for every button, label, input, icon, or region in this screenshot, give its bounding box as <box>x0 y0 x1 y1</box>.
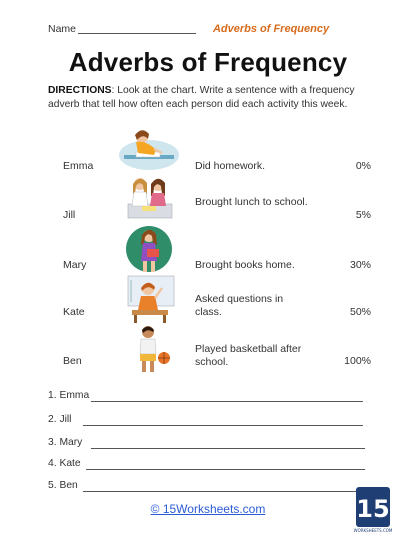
chart-percent-jill: 5% <box>355 209 371 221</box>
directions-label: DIRECTIONS <box>48 85 112 96</box>
footer <box>0 502 416 516</box>
chart-activity-ben: Played basketball after school. <box>195 343 302 368</box>
directions <box>48 84 378 112</box>
chart-percent-emma: 0% <box>355 160 371 172</box>
chart-activity-kate: Asked questions in class. <box>195 293 284 318</box>
answer-line-2[interactable] <box>83 425 363 426</box>
answer-label-4: 4. Kate <box>48 458 81 469</box>
answer-line-4[interactable] <box>86 469 365 470</box>
name-row <box>48 23 329 35</box>
answer-label-5: 5. Ben <box>48 480 78 491</box>
name-label: Name <box>48 23 77 35</box>
logo-number: 15 <box>356 495 390 523</box>
name-blank-line[interactable] <box>78 33 196 34</box>
chart-activity-mary: Brought books home. <box>195 259 295 271</box>
logo-subtext: WORKSHEETS.COM <box>353 528 393 533</box>
chart-name-jill: Jill <box>63 209 76 221</box>
page-title: Adverbs of Frequency <box>68 47 348 77</box>
answer-label-1: 1. Emma <box>48 390 90 401</box>
chart-percent-mary: 30% <box>349 259 371 271</box>
girl-doing-homework-icon <box>118 125 180 171</box>
answer-label-3: 3. Mary <box>48 437 83 448</box>
worksheets-logo-icon <box>353 487 393 533</box>
directions-text: : Look at the chart. Write a sentence with a frequency adverb that tell how often each person did each activity this week. <box>48 85 355 110</box>
chart-activity-emma: Did homework. <box>195 160 266 172</box>
answer-line-3[interactable] <box>91 448 365 449</box>
girls-eating-lunch-icon <box>118 172 180 222</box>
student-at-desk-icon <box>118 274 180 324</box>
worksheet-title: Adverbs of Frequency <box>212 23 330 35</box>
answer-label-2: 2. Jill <box>48 414 72 425</box>
girl-carrying-books-icon <box>118 223 180 275</box>
boy-playing-basketball-icon <box>118 322 180 374</box>
chart-name-emma: Emma <box>63 160 94 172</box>
chart-percent-kate: 50% <box>349 306 371 318</box>
chart-name-kate: Kate <box>63 306 85 318</box>
chart-name-ben: Ben <box>63 355 82 367</box>
footer-link[interactable]: © 15Worksheets.com <box>150 502 266 516</box>
chart-name-mary: Mary <box>63 259 87 271</box>
chart-percent-ben: 100% <box>344 355 371 367</box>
answer-line-5[interactable] <box>83 491 365 492</box>
answer-line-1[interactable] <box>91 401 363 402</box>
chart-activity-jill: Brought lunch to school. <box>195 196 308 208</box>
worksheets-logo <box>353 487 393 533</box>
